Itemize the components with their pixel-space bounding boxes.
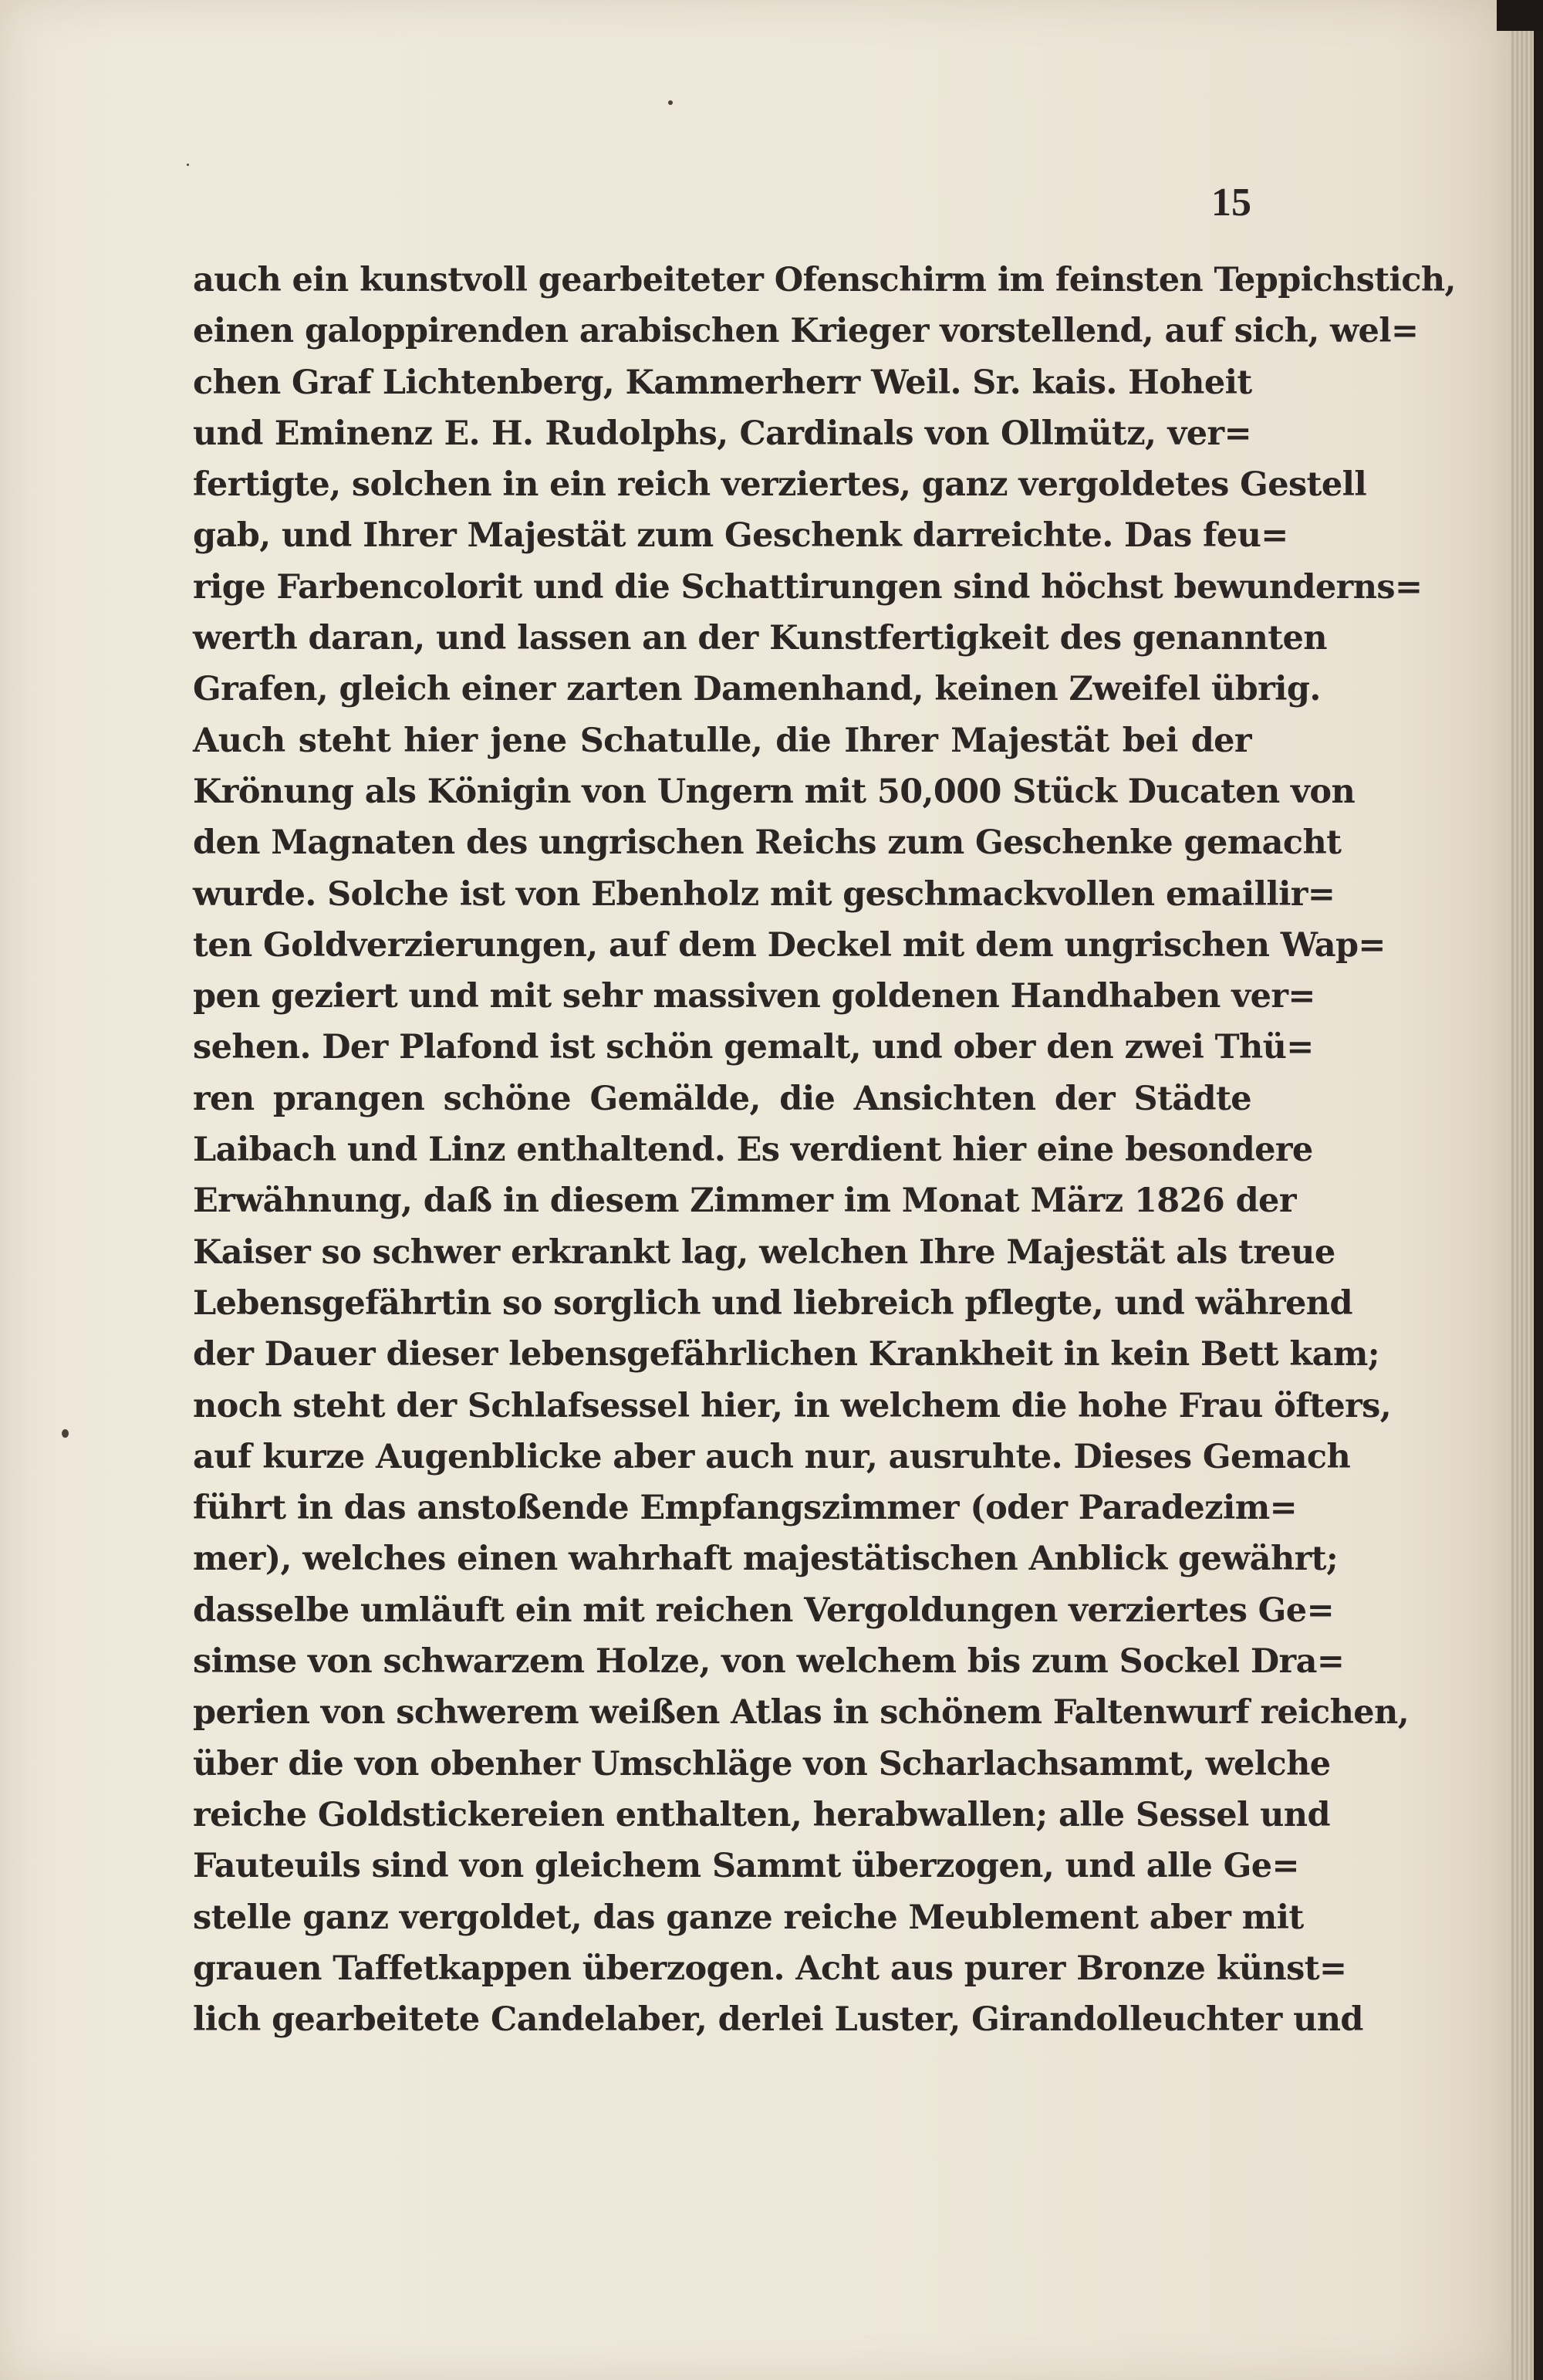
text-line: Laibach und Linz enthaltend. Es verdient hier eine besondere	[193, 1131, 1313, 1170]
text-line: Lebensgefährtin so sorglich und liebreich pflegte, und während	[193, 1283, 1352, 1323]
text-line: ren prangen schöne Gemälde, die Ansichten der Städte	[193, 1079, 1251, 1118]
text-line: Auch steht hier jene Schatulle, die Ihrer Majestät bei der	[193, 721, 1251, 760]
text-line: Kaiser so schwer erkrankt lag, welchen Ihre Majestät als treue	[193, 1232, 1335, 1272]
text-line: reiche Goldstickereien enthalten, herabwallen; alle Sessel und	[193, 1795, 1330, 1834]
page-number: 15	[1211, 181, 1251, 225]
text-line: gab, und Ihrer Majestät zum Geschenk darreichte. Das feu=	[193, 516, 1288, 556]
corner-shadow	[1497, 0, 1543, 31]
text-line: und Eminenz E. H. Rudolphs, Cardinals von Ollmütz, ver=	[193, 414, 1251, 453]
text-line: werth daran, und lassen an der Kunstfertigkeit des genannten	[193, 619, 1327, 658]
text-line: Fauteuils sind von gleichem Sammt überzogen, und alle Ge=	[193, 1847, 1299, 1886]
text-line: Krönung als Königin von Ungern mit 50,000 Stück Ducaten von	[193, 772, 1356, 811]
text-line: wurde. Solche ist von Ebenholz mit geschmackvollen emaillir=	[193, 874, 1335, 914]
text-line: über die von obenher Umschläge von Scharlachsammt, welche	[193, 1744, 1331, 1783]
body-text	[193, 255, 1456, 2045]
text-line: der Dauer dieser lebensgefährlichen Krankheit in kein Bett kam;	[193, 1335, 1380, 1374]
text-line: lich gearbeitete Candelaber, derlei Luster, Girandolleuchter und	[193, 2000, 1363, 2040]
text-line: stelle ganz vergoldet, das ganze reiche Meublement aber mit	[193, 1898, 1304, 1937]
paper-speck	[62, 1429, 69, 1438]
text-line: auch ein kunstvoll gearbeiteter Ofenschirm im feinsten Teppichstich,	[193, 261, 1456, 299]
book-spine-shadow	[1534, 0, 1543, 2380]
paper-speck	[668, 100, 673, 105]
text-line: sehen. Der Plafond ist schön gemalt, und ober den zwei Thü=	[193, 1028, 1314, 1067]
text-line: führt in das anstoßende Empfangszimmer (oder Paradezim=	[193, 1489, 1298, 1528]
text-line: grauen Taffetkappen überzogen. Acht aus purer Bronze künst=	[193, 1949, 1347, 1988]
text-line: dasselbe umläuft ein mit reichen Vergoldungen verziertes Ge=	[193, 1591, 1334, 1630]
text-line: ten Goldverzierungen, auf dem Deckel mit dem ungrischen Wap=	[193, 925, 1386, 965]
text-line: einen galoppirenden arabischen Krieger vorstellend, auf sich, wel=	[193, 312, 1419, 351]
text-line: simse von schwarzem Holze, von welchem bis zum Sockel Dra=	[193, 1642, 1345, 1682]
paper-speck	[187, 164, 189, 166]
text-line: pen geziert und mit sehr massiven goldenen Handhaben ver=	[193, 977, 1315, 1016]
text-line: mer), welches einen wahrhaft majestätischen Anblick gewährt;	[193, 1540, 1339, 1579]
text-line: chen Graf Lichtenberg, Kammerherr Weil. Sr. kais. Hoheit	[193, 363, 1252, 402]
text-line: fertigte, solchen in ein reich verziertes, ganz vergoldetes Gestell	[193, 465, 1367, 505]
text-line: perien von schwerem weißen Atlas in schönem Faltenwurf reichen,	[193, 1693, 1410, 1733]
text-line: den Magnaten des ungrischen Reichs zum Geschenke gemacht	[193, 823, 1342, 863]
text-line: rige Farbencolorit und die Schattirungen sind höchst bewunderns=	[193, 567, 1423, 607]
text-line: Grafen, gleich einer zarten Damenhand, keinen Zweifel übrig.	[193, 670, 1321, 709]
text-line: noch steht der Schlafsessel hier, in welchem die hohe Frau öfters,	[193, 1386, 1392, 1425]
text-line: auf kurze Augenblicke aber auch nur, ausruhte. Dieses Gemach	[193, 1437, 1351, 1476]
text-line: Erwähnung, daß in diesem Zimmer im Monat März 1826 der	[193, 1182, 1296, 1221]
